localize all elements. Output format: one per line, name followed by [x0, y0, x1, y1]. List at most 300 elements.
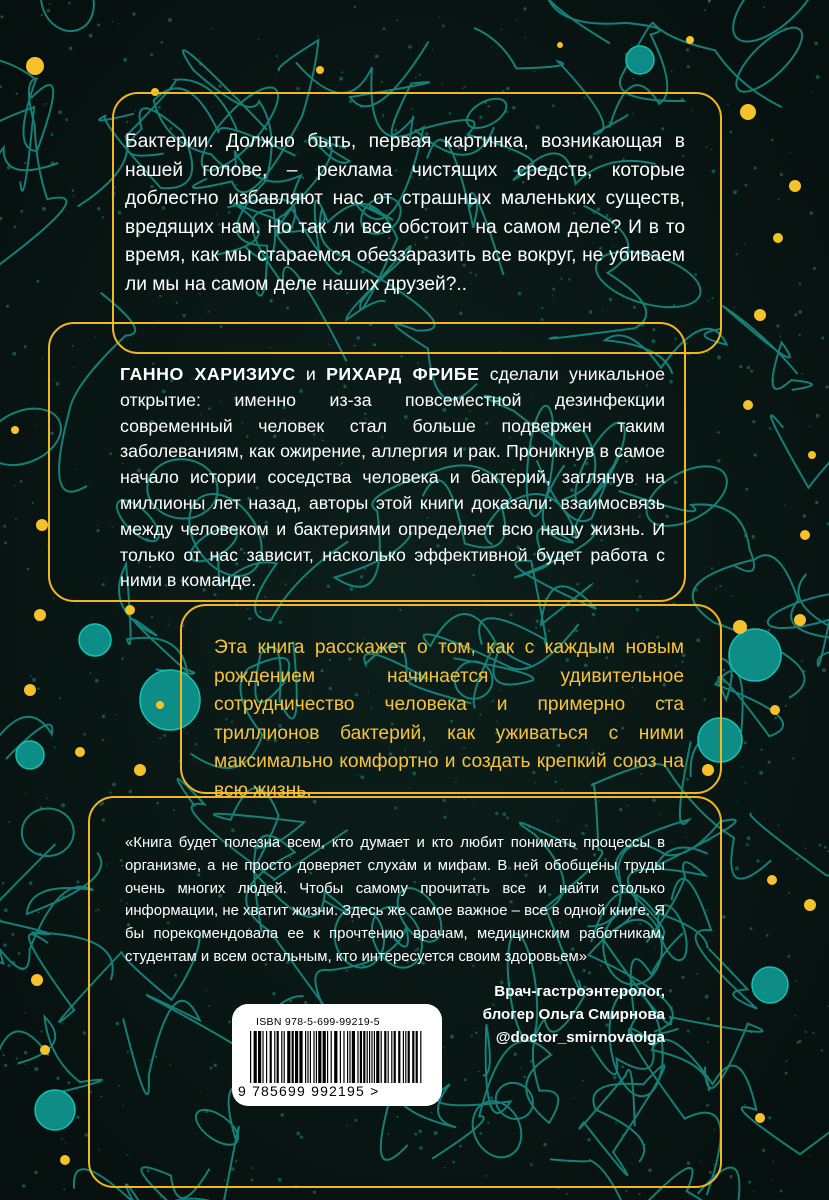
author-1: ГАННО ХАРИЗИУС	[120, 364, 296, 384]
pattern-speck	[150, 53, 153, 56]
pattern-speck	[6, 305, 9, 308]
pattern-speck	[752, 535, 756, 539]
yellow-dot	[125, 605, 135, 615]
pattern-speck	[785, 1072, 788, 1075]
pattern-speck	[20, 210, 23, 213]
pattern-speck	[525, 37, 527, 39]
pattern-speck	[722, 915, 726, 919]
author-conjunction: и	[305, 364, 316, 384]
yellow-dot	[24, 684, 36, 696]
pattern-speck	[159, 737, 161, 739]
pattern-speck	[464, 86, 466, 88]
yellow-dot	[754, 309, 766, 321]
pattern-speck	[744, 534, 747, 537]
pattern-speck	[432, 49, 433, 50]
barcode-bar	[258, 1031, 261, 1083]
pattern-speck	[729, 1175, 732, 1178]
pattern-speck	[776, 324, 779, 327]
pattern-speck	[83, 1031, 86, 1034]
authors-paragraph	[120, 362, 665, 594]
pattern-speck	[805, 847, 807, 849]
pattern-speck	[39, 865, 40, 866]
review-quote: «Книга будет полезна всем, кто думает и кто любит понимать процессы в организме, а не просто доверяет слухам и мифам. В ней обобщены труды очень многих людей. Чтобы самому прочитать все и найти столько информации, не хватит жизни. Здесь же самое важное – все в одной книге. Я бы порекомендовала ее к прочтению врачам, медицинским работникам, студентам и всем остальным, кто интересуется своим здоровьем»	[125, 835, 665, 965]
pattern-speck	[7, 964, 10, 967]
pattern-speck	[76, 881, 79, 884]
pattern-speck	[788, 892, 790, 894]
pattern-speck	[752, 420, 755, 423]
pattern-speck	[62, 896, 65, 899]
barcode-bar	[371, 1031, 372, 1083]
pattern-speck	[4, 542, 7, 545]
pattern-speck	[46, 797, 48, 799]
pattern-speck	[34, 1171, 38, 1175]
pattern-speck	[12, 933, 15, 936]
pattern-speck	[747, 366, 750, 369]
pattern-speck	[408, 45, 412, 49]
yellow-dot	[740, 104, 756, 120]
pattern-speck	[750, 1031, 753, 1034]
pattern-speck	[72, 189, 75, 192]
pattern-speck	[736, 190, 737, 191]
pattern-speck	[4, 908, 8, 912]
pattern-speck	[722, 624, 724, 626]
pattern-speck	[764, 621, 765, 622]
pattern-speck	[768, 1116, 771, 1119]
pattern-speck	[276, 55, 278, 57]
pattern-speck	[354, 6, 356, 8]
pattern-speck	[812, 1032, 814, 1034]
pattern-speck	[759, 771, 763, 775]
pattern-speck	[734, 307, 736, 309]
pattern-speck	[772, 379, 774, 381]
barcode-bar	[367, 1031, 368, 1083]
pattern-speck	[12, 352, 16, 356]
pattern-speck	[506, 87, 510, 91]
pattern-speck	[566, 1193, 568, 1195]
pattern-speck	[61, 1138, 63, 1140]
pattern-speck	[118, 23, 119, 24]
pattern-speck	[112, 21, 113, 22]
pattern-speck	[123, 58, 127, 62]
pattern-speck	[771, 1179, 772, 1180]
pattern-speck	[27, 568, 29, 570]
teal-cell-blob	[626, 46, 654, 74]
pattern-speck	[419, 74, 421, 76]
barcode-bar	[334, 1031, 337, 1083]
pattern-speck	[717, 459, 721, 463]
pattern-speck	[42, 207, 46, 211]
pattern-speck	[816, 75, 820, 79]
pattern-speck	[68, 2, 71, 5]
barcode-bar	[313, 1031, 314, 1083]
barcode-bar	[343, 1031, 344, 1083]
pattern-speck	[24, 162, 26, 164]
pattern-speck	[25, 1064, 26, 1065]
pattern-speck	[14, 485, 16, 487]
barcode-bar	[388, 1031, 389, 1083]
pattern-speck	[147, 723, 148, 724]
barcode-label	[232, 1004, 442, 1106]
attribution-role: Врач-гастроэнтеролог,	[494, 983, 665, 1000]
pattern-speck	[745, 488, 748, 491]
yellow-dot	[316, 66, 324, 74]
pattern-speck	[761, 749, 763, 751]
pattern-speck	[799, 334, 801, 336]
pattern-speck	[49, 3, 51, 5]
pattern-speck	[53, 598, 54, 599]
yellow-dot	[794, 614, 806, 626]
pattern-speck	[801, 660, 803, 662]
pattern-speck	[69, 47, 73, 51]
pattern-speck	[14, 226, 17, 229]
pattern-speck	[686, 48, 689, 51]
pattern-speck	[742, 767, 743, 768]
barcode-bar	[420, 1031, 421, 1083]
barcode-bar	[360, 1031, 362, 1083]
pattern-speck	[167, 623, 169, 625]
pattern-speck	[762, 1149, 765, 1152]
pattern-speck	[821, 1049, 823, 1051]
barcode-bar	[318, 1031, 321, 1083]
barcode-bar	[349, 1031, 350, 1083]
yellow-dot	[767, 875, 777, 885]
pattern-speck	[501, 29, 503, 31]
pattern-speck	[715, 588, 717, 590]
attribution-name: блогер Ольга Смирнова	[482, 1006, 665, 1023]
pattern-speck	[826, 633, 828, 635]
pattern-speck	[719, 585, 721, 587]
pattern-speck	[51, 161, 55, 165]
barcode-bar	[391, 1031, 392, 1083]
yellow-dot	[800, 530, 810, 540]
pattern-speck	[415, 77, 417, 79]
pattern-speck	[710, 506, 711, 507]
pattern-speck	[809, 1155, 810, 1156]
pattern-speck	[42, 358, 43, 359]
pattern-speck	[780, 173, 783, 176]
pattern-speck	[3, 1054, 5, 1056]
pattern-speck	[4, 1064, 7, 1067]
pattern-speck	[799, 282, 802, 285]
pattern-speck	[754, 166, 757, 169]
pattern-speck	[631, 44, 633, 46]
pattern-speck	[18, 952, 21, 955]
pattern-speck	[825, 385, 828, 388]
pattern-speck	[61, 803, 65, 807]
pattern-speck	[492, 46, 493, 47]
barcode-bar	[295, 1031, 298, 1083]
pattern-speck	[59, 697, 61, 699]
pattern-speck	[750, 927, 753, 930]
pattern-speck	[34, 1067, 38, 1071]
pattern-speck	[54, 746, 56, 748]
yellow-dot	[75, 747, 85, 757]
pattern-speck	[747, 1004, 748, 1005]
pattern-speck	[711, 567, 713, 569]
quote-attribution	[440, 980, 665, 1049]
pattern-speck	[671, 70, 673, 72]
pattern-speck	[816, 414, 820, 418]
pattern-speck	[102, 216, 104, 218]
pattern-speck	[129, 790, 132, 793]
pattern-speck	[32, 502, 34, 504]
pattern-speck	[375, 55, 379, 59]
pattern-speck	[41, 14, 43, 16]
pattern-speck	[791, 357, 792, 358]
barcode-bar	[374, 1031, 375, 1083]
pattern-speck	[25, 793, 26, 794]
pattern-speck	[745, 184, 748, 187]
pattern-speck	[785, 1060, 787, 1062]
pattern-speck	[780, 1190, 783, 1193]
pattern-speck	[381, 81, 383, 83]
attribution-handle: @doctor_smirnovaolga	[495, 1029, 665, 1046]
pattern-speck	[754, 454, 757, 457]
pattern-speck	[748, 1181, 751, 1184]
isbn-text: ISBN 978-5-699-99219-5	[256, 1016, 380, 1028]
pattern-speck	[687, 65, 690, 68]
pattern-speck	[796, 858, 798, 860]
barcode-bar	[405, 1031, 406, 1083]
pattern-speck	[730, 131, 733, 134]
yellow-dot	[770, 705, 780, 715]
pattern-speck	[766, 934, 769, 937]
pattern-speck	[763, 6, 765, 8]
yellow-dot	[743, 400, 753, 410]
pattern-speck	[160, 41, 163, 44]
pattern-speck	[21, 967, 24, 970]
pattern-speck	[313, 1191, 316, 1194]
pattern-speck	[779, 335, 781, 337]
pattern-speck	[785, 27, 787, 29]
barcode-bar	[299, 1031, 302, 1083]
pattern-speck	[717, 431, 720, 434]
pattern-speck	[317, 35, 319, 37]
pattern-speck	[3, 525, 6, 528]
pattern-speck	[732, 1169, 733, 1170]
pattern-speck	[12, 961, 16, 965]
pattern-speck	[795, 980, 797, 982]
pattern-speck	[38, 911, 40, 913]
pattern-speck	[784, 505, 786, 507]
pattern-speck	[30, 675, 32, 677]
pattern-speck	[774, 717, 777, 720]
pattern-speck	[83, 733, 86, 736]
pattern-speck	[794, 313, 797, 316]
pattern-speck	[121, 657, 124, 660]
pattern-speck	[339, 77, 343, 81]
pattern-speck	[753, 1190, 755, 1192]
pattern-speck	[37, 687, 40, 690]
pattern-speck	[778, 824, 780, 826]
pattern-speck	[54, 902, 55, 903]
barcode-bar	[352, 1031, 355, 1083]
pattern-speck	[732, 595, 733, 596]
barcode-bar	[340, 1031, 341, 1083]
about-paragraph: Эта книга расскажет о том, как с каждым новым рождением начинается удивительное сотрудничество человека и примерно ста триллионов бактерий, как уживаться с ними максимально комфортно и создать крепкий союз на всю жизнь.	[214, 637, 684, 801]
pattern-speck	[744, 1104, 746, 1106]
pattern-speck	[785, 705, 787, 707]
pattern-speck	[168, 18, 172, 22]
barcode-bar	[357, 1031, 358, 1083]
pattern-speck	[199, 58, 201, 60]
yellow-dot	[34, 609, 46, 621]
barcode-bar	[287, 1031, 290, 1083]
barcode-bar	[331, 1031, 332, 1083]
pattern-speck	[218, 84, 221, 87]
pattern-speck	[8, 821, 10, 823]
yellow-dot	[134, 764, 146, 776]
pattern-speck	[160, 1196, 162, 1198]
barcode-bar	[327, 1031, 328, 1083]
pattern-speck	[25, 1012, 27, 1014]
pattern-speck	[732, 675, 734, 677]
teal-cell-blob	[16, 741, 44, 769]
pattern-speck	[441, 83, 443, 85]
pattern-speck	[789, 151, 791, 153]
barcode-bar	[376, 1031, 379, 1083]
yellow-dot	[789, 180, 801, 192]
pattern-speck	[24, 345, 27, 348]
barcode-bar	[408, 1031, 410, 1083]
barcode-bar	[307, 1031, 308, 1083]
pattern-speck	[534, 71, 536, 73]
pattern-speck	[63, 1188, 65, 1190]
pattern-speck	[151, 616, 153, 618]
pattern-speck	[739, 365, 742, 368]
pattern-speck	[803, 670, 806, 673]
pattern-speck	[772, 1161, 774, 1163]
pattern-speck	[24, 1051, 27, 1054]
pattern-speck	[822, 668, 826, 672]
pattern-speck	[707, 352, 708, 353]
barcode-bar	[292, 1031, 294, 1083]
pattern-speck	[102, 739, 104, 741]
pattern-speck	[639, 1193, 641, 1195]
barcode-bar	[384, 1031, 386, 1083]
pattern-speck	[41, 2, 43, 4]
yellow-dot	[26, 57, 44, 75]
barcode-number: 9 785699 992195 >	[238, 1083, 380, 1099]
pattern-speck	[76, 1116, 79, 1119]
pattern-speck	[722, 680, 726, 684]
pattern-speck	[805, 1031, 807, 1033]
pattern-speck	[736, 253, 738, 255]
pattern-speck	[317, 87, 319, 89]
pattern-speck	[462, 87, 464, 89]
pattern-speck	[735, 867, 739, 871]
pattern-speck	[89, 672, 91, 674]
pattern-speck	[2, 882, 5, 885]
pattern-speck	[41, 1030, 43, 1032]
barcode-bar	[270, 1031, 272, 1083]
barcode-bar	[281, 1031, 282, 1083]
pattern-speck	[65, 118, 68, 121]
barcode-bar	[310, 1031, 311, 1083]
pattern-speck	[819, 844, 822, 847]
pattern-speck	[95, 679, 99, 683]
barcode-bar	[284, 1031, 285, 1083]
pattern-speck	[744, 243, 745, 244]
pattern-speck	[15, 518, 17, 520]
pattern-speck	[67, 1081, 70, 1084]
pattern-speck	[813, 267, 816, 270]
yellow-dot	[808, 451, 816, 459]
teal-cell-blob	[752, 967, 788, 1003]
pattern-speck	[20, 480, 23, 483]
pattern-speck	[717, 355, 721, 359]
yellow-dot	[755, 1113, 765, 1123]
yellow-dot	[11, 426, 19, 434]
pattern-speck	[258, 38, 260, 40]
pattern-speck	[727, 104, 728, 105]
pattern-speck	[438, 16, 439, 17]
pattern-speck	[523, 7, 526, 10]
barcode-bar	[323, 1031, 326, 1083]
pattern-speck	[704, 9, 706, 11]
barcode-bar	[412, 1031, 414, 1083]
pattern-speck	[3, 943, 7, 947]
yellow-dot	[60, 1155, 70, 1165]
pattern-speck	[45, 103, 47, 105]
pattern-speck	[694, 588, 698, 592]
pattern-speck	[163, 734, 166, 737]
pattern-speck	[51, 133, 54, 136]
barcode-bar	[316, 1031, 317, 1083]
pattern-speck	[40, 806, 43, 809]
pattern-speck	[35, 426, 36, 427]
barcode-bar	[398, 1031, 400, 1083]
pattern-speck	[824, 846, 827, 849]
pattern-speck	[787, 955, 790, 958]
pattern-speck	[803, 514, 807, 518]
pattern-speck	[38, 853, 41, 856]
barcode-bar	[363, 1031, 365, 1083]
pattern-speck	[199, 62, 203, 66]
pattern-speck	[723, 669, 726, 672]
pattern-speck	[745, 782, 747, 784]
pattern-speck	[341, 71, 343, 73]
pattern-speck	[632, 78, 634, 80]
pattern-speck	[56, 1077, 59, 1080]
pattern-speck	[7, 166, 11, 170]
pattern-speck	[36, 280, 39, 283]
pattern-speck	[792, 757, 794, 759]
pattern-speck	[211, 28, 212, 29]
pattern-speck	[383, 27, 386, 30]
pattern-speck	[798, 310, 802, 314]
pattern-speck	[32, 678, 36, 682]
barcode-bar	[347, 1031, 348, 1083]
barcode-bar	[416, 1031, 418, 1083]
pattern-speck	[733, 190, 737, 194]
pattern-speck	[296, 87, 299, 90]
pattern-speck	[22, 1184, 26, 1188]
yellow-dot	[40, 1045, 50, 1055]
pattern-speck	[801, 373, 803, 375]
barcode-bar	[305, 1031, 306, 1083]
pattern-speck	[756, 859, 759, 862]
pattern-speck	[771, 139, 774, 142]
barcode-bar	[250, 1031, 251, 1083]
pattern-speck	[815, 501, 818, 504]
barcode-bar	[403, 1031, 404, 1083]
teal-cell-blob	[35, 1090, 75, 1130]
yellow-dot	[686, 36, 694, 44]
pattern-speck	[769, 427, 772, 430]
teal-cell-blob	[79, 624, 111, 656]
yellow-dot	[804, 899, 816, 911]
